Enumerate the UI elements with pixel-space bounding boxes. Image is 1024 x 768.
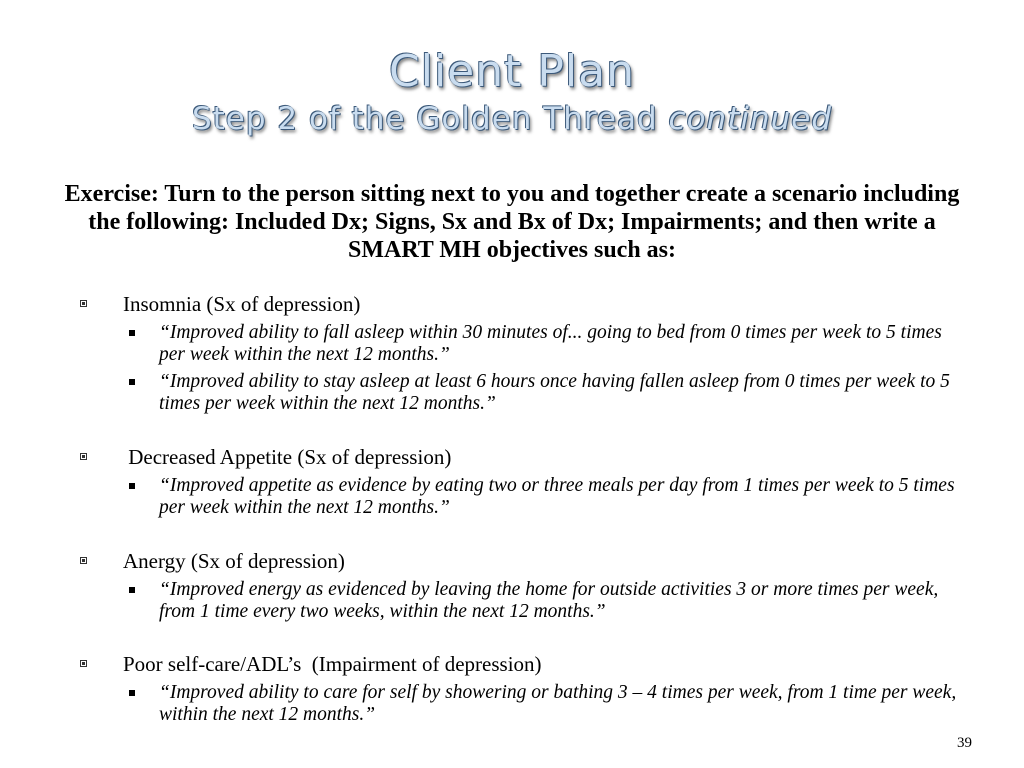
section-heading: Poor self-care/ADL’s (Impairment of depression) [123,652,542,676]
section-heading: Decreased Appetite (Sx of depression) [123,445,452,469]
bullet-section-insomnia [0,292,1024,415]
title-block [0,46,1024,138]
square-bullet-icon [129,690,135,696]
subtitle-main: Step 2 of the Golden Thread [191,101,658,137]
exercise-instructions: Exercise: Turn to the person sitting next to you and together create a scenario including the following: Included Dx; Signs, Sx and Bx of Dx; Impairments; and then write a SMART MH objectives such as: [64,181,960,263]
section-heading: Anergy (Sx of depression) [123,549,345,573]
box-bullet-icon [80,660,87,667]
section-heading: Insomnia (Sx of depression) [123,292,361,316]
list-item [0,682,1024,726]
list-item [0,579,1024,623]
bullet-section-anergy [0,549,1024,623]
objective-text: “Improved ability to fall asleep within 30 minutes of... going to bed from 0 times per week to 5 times per week within the next 12 months.” [159,322,942,365]
section-heading-row [0,549,1024,579]
section-heading-row [0,292,1024,322]
box-bullet-icon [80,453,87,460]
square-bullet-icon [129,483,135,489]
slide-title: Client Plan [389,46,635,97]
square-bullet-icon [129,587,135,593]
square-bullet-icon [129,379,135,385]
bullet-section-appetite [0,445,1024,519]
list-item [0,322,1024,366]
objective-text: “Improved appetite as evidence by eating two or three meals per day from 1 times per week to 5 times per week within the next 12 months.” [159,475,955,518]
box-bullet-icon [80,300,87,307]
list-item [0,371,1024,415]
list-item [0,475,1024,519]
section-heading-row [0,652,1024,682]
section-heading-row [0,445,1024,475]
bullet-section-self-care [0,652,1024,726]
objective-text: “Improved ability to care for self by showering or bathing 3 – 4 times per week, from 1 time per week, within the next 12 months.” [159,682,957,725]
square-bullet-icon [129,330,135,336]
objective-text: “Improved ability to stay asleep at least 6 hours once having fallen asleep from 0 times per week to 5 times per week within the next 12 months.” [159,371,950,414]
objective-text: “Improved energy as evidenced by leaving the home for outside activities 3 or more times per week, from 1 time every two weeks, within the next 12 months.” [159,579,939,622]
box-bullet-icon [80,557,87,564]
slide-subtitle [0,100,1024,138]
subtitle-italic: continued [668,101,833,137]
page-number: 39 [957,735,972,751]
